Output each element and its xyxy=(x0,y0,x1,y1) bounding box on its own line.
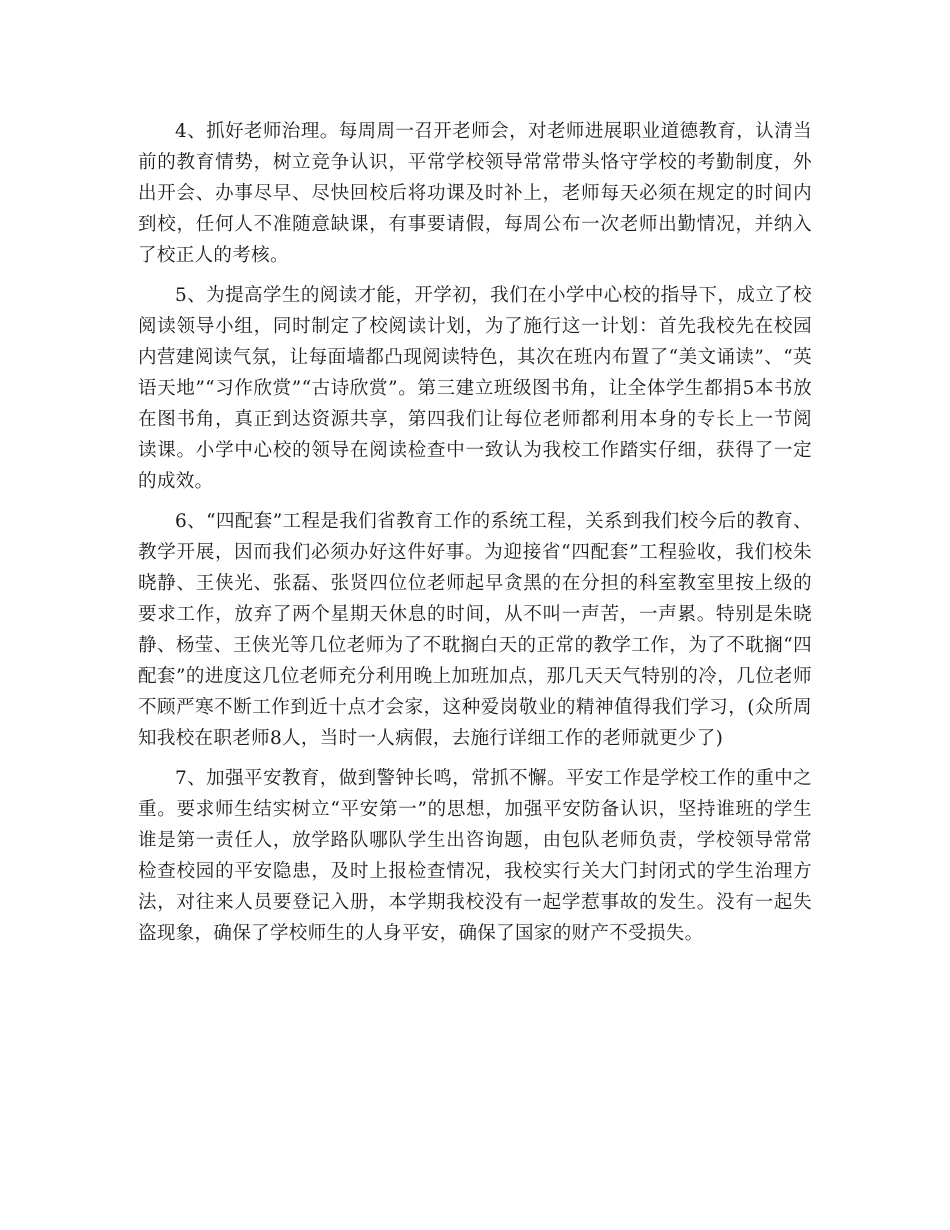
paragraph-safety-education: 7、加强平安教育，做到警钟长鸣，常抓不懈。平安工作是学校工作的重中之重。要求师生结实树立“平安第一”的思想，加强平安防备认识，坚持谁班的学生谁是第一责任人，放学路队哪队学生出咨询题，由包队老师负责，学校领导常常检查校园的平安隐患，及时上报检查情况，我校实行关大门封闭式的学生治理方法，对往来人员要登记入册，本学期我校没有一起学惹事故的发生。没有一起失盗现象，确保了学校师生的人身平安，确保了国家的财产不受损失。 xyxy=(138,768,812,944)
paragraph-reading-program: 5、为提高学生的阅读才能，开学初，我们在小学中心校的指导下，成立了校阅读领导小组，同时制定了校阅读计划，为了施行这一计划：首先我校先在校园内营建阅读气氛，让每面墙都凸现阅读特色，其次在班内布置了“美文诵读”、“英语天地”“习作欣赏”“古诗欣赏”。第三建立班级图书角，让全体学生都捐5本书放在图书角，真正到达资源共享，第四我们让每位老师都利用本身的专长上一节阅读课。小学中心校的领导在阅读检查中一致认为我校工作踏实仔细，获得了一定的成效。 xyxy=(138,285,812,492)
document-body xyxy=(138,116,812,958)
paragraph-teacher-management: 4、抓好老师治理。每周周一召开老师会，对老师进展职业道德教育，认清当前的教育情势，树立竞争认识，平常学校领导常常带头恪守学校的考勤制度，外出开会、办事尽早、尽快回校后将功课及时补上，老师每天必须在规定的时间内到校，任何人不准随意缺课，有事要请假，每周公布一次老师出勤情况，并纳入了校正人的考核。 xyxy=(138,121,812,266)
paragraph-four-sets-project: 6、“四配套”工程是我们省教育工作的系统工程，关系到我们校今后的教育、教学开展，因而我们必须办好这件好事。为迎接省“四配套”工程验收，我们校朱晓静、王侠光、张磊、张贤四位位老师起早贪黑的在分担的科室教室里按上级的要求工作，放弃了两个星期天休息的时间，从不叫一声苦，一声累。特别是朱晓静、杨莹、王侠光等几位老师为了不耽搁白天的正常的教学工作，为了不耽搁“四配套”的进度这几位老师充分利用晚上加班加点，那几天天气特别的冷，几位老师不顾严寒不断工作到近十点才会家，这种爱岗敬业的精神值得我们学习，(众所周知我校在职老师8人，当时一人病假，去施行详细工作的老师就更少了) xyxy=(138,511,812,749)
